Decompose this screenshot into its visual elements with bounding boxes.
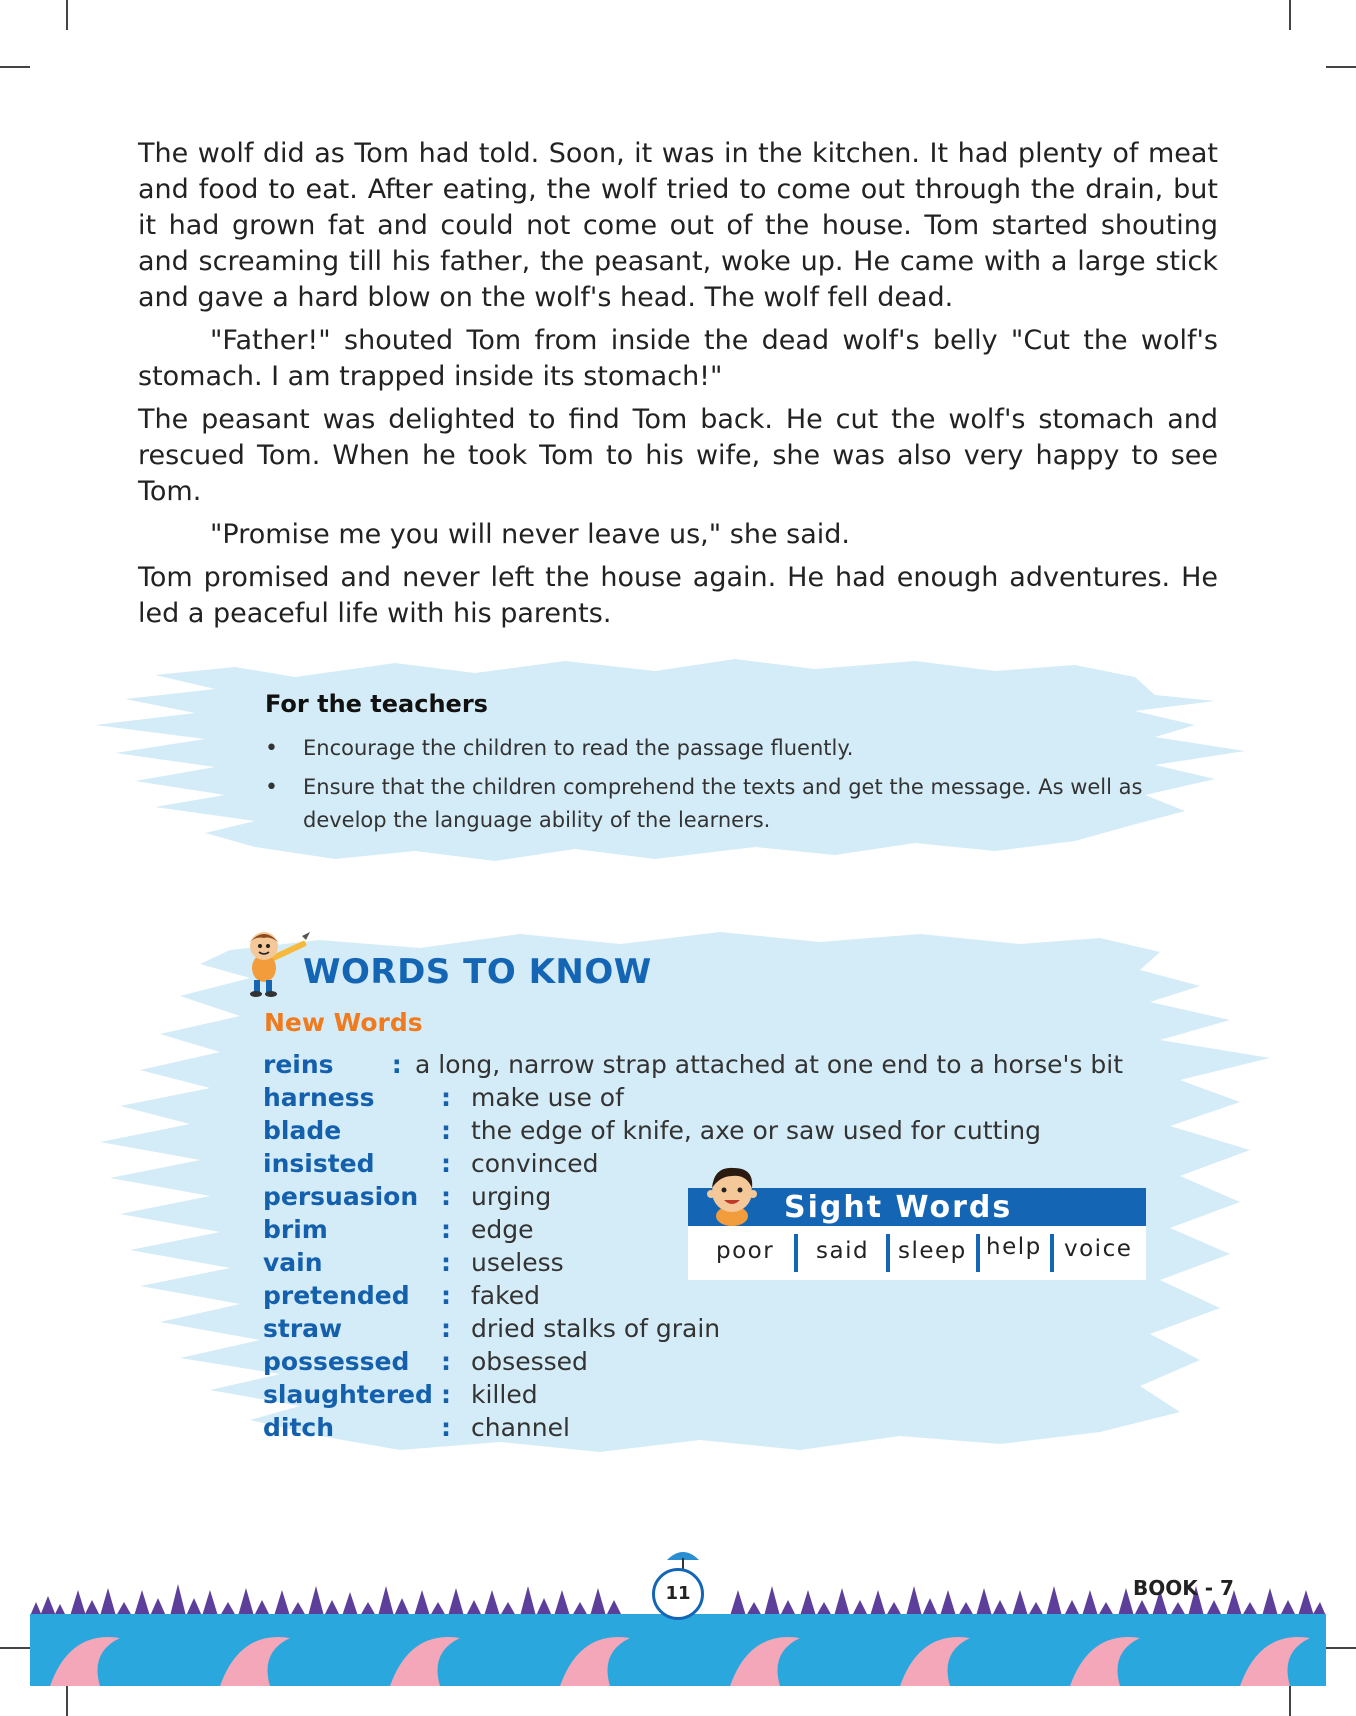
vocab-colon: : — [441, 1149, 451, 1178]
vocab-term: persuasion — [263, 1182, 419, 1211]
sight-word-separator — [1050, 1234, 1054, 1272]
story-paragraph: "Promise me you will never leave us," she said. — [210, 519, 850, 550]
teachers-note — [265, 690, 1145, 843]
teachers-item-text: Encourage the children to read the passage fluently. — [303, 736, 854, 760]
vocab-colon: : — [441, 1116, 451, 1145]
vocab-term: reins — [263, 1050, 334, 1079]
list-item — [265, 732, 1145, 765]
vocab-colon: : — [391, 1050, 402, 1079]
teachers-title: For the teachers — [265, 690, 488, 718]
new-words-subtitle: New Words — [264, 1008, 423, 1037]
sight-words-title: Sight Words — [784, 1190, 1013, 1225]
sight-word: poor — [716, 1238, 775, 1264]
crop-mark — [1326, 1647, 1356, 1649]
vocab-colon: : — [441, 1215, 451, 1244]
vocab-term: insisted — [263, 1149, 375, 1178]
vocab-definition: obsessed — [471, 1347, 588, 1376]
cartoon-boy-icon — [702, 1162, 764, 1226]
list-item — [265, 771, 1145, 837]
vocab-definition: urging — [471, 1182, 552, 1211]
vocab-colon: : — [441, 1083, 451, 1112]
crop-mark — [66, 0, 68, 30]
vocab-term: slaughtered — [263, 1380, 433, 1409]
vocab-colon: : — [441, 1347, 451, 1376]
vocab-definition: killed — [471, 1380, 538, 1409]
sight-word: said — [816, 1238, 870, 1264]
bullet-icon: • — [265, 775, 278, 800]
words-to-know-title: WORDS TO KNOW — [303, 952, 652, 992]
vocab-colon: : — [441, 1314, 451, 1343]
vocab-term: straw — [263, 1314, 343, 1343]
vocab-definition: edge — [471, 1215, 534, 1244]
story-paragraph: Tom promised and never left the house again. He had enough adventures. He led a peaceful life with his parents. — [138, 562, 1218, 629]
vocab-definition: dried stalks of grain — [471, 1314, 721, 1343]
vocab-definition: useless — [471, 1248, 564, 1277]
vocab-definition: convinced — [471, 1149, 599, 1178]
vocab-definition: faked — [471, 1281, 540, 1310]
vocab-definition: a long, narrow strap attached at one end to a horse's bit — [415, 1050, 1123, 1079]
crop-mark — [66, 1686, 68, 1716]
crop-mark — [1326, 66, 1356, 68]
list-item — [263, 1081, 1123, 1114]
vocab-definition: make use of — [471, 1083, 624, 1112]
sight-word: sleep — [898, 1238, 967, 1264]
sight-word: voice — [1064, 1236, 1133, 1262]
vocab-term: pretended — [263, 1281, 410, 1310]
book-label: BOOK - 7 — [1133, 1576, 1234, 1600]
list-item — [263, 1048, 1123, 1081]
vocab-term: ditch — [263, 1413, 335, 1442]
vocab-definition: channel — [471, 1413, 570, 1442]
crop-mark — [0, 1647, 30, 1649]
vocab-term: blade — [263, 1116, 342, 1145]
list-item — [263, 1312, 1123, 1345]
boy-with-pencil-icon — [240, 928, 312, 998]
list-item — [263, 1378, 1123, 1411]
vocab-term: vain — [263, 1248, 323, 1277]
story-paragraph: The wolf did as Tom had told. Soon, it was in the kitchen. It had plenty of meat and food to eat. After eating, the wolf tried to come out through the drain, but it had grown fat and could not come out of the house. Tom started shouting and screaming till his father, the peasant, woke up. He came with a large stick and gave a hard blow on the wolf's head. The wolf fell dead. — [138, 138, 1218, 313]
vocab-colon: : — [441, 1248, 451, 1277]
water-band — [30, 1614, 1326, 1686]
vocab-definition: the edge of knife, axe or saw used for cutting — [471, 1116, 1041, 1145]
vocab-colon: : — [441, 1413, 451, 1442]
list-item — [263, 1114, 1123, 1147]
sight-word: help — [986, 1234, 1042, 1260]
vocab-term: possessed — [263, 1347, 410, 1376]
list-item — [263, 1147, 1123, 1180]
page-number: 11 — [652, 1568, 704, 1620]
sight-word-separator — [886, 1234, 890, 1272]
vocab-colon: : — [441, 1281, 451, 1310]
list-item — [263, 1411, 1123, 1444]
bullet-icon: • — [265, 736, 278, 761]
crop-mark — [1289, 1686, 1291, 1716]
vocab-colon: : — [441, 1380, 451, 1409]
teachers-list — [265, 732, 1145, 837]
crop-mark — [0, 66, 30, 68]
story-paragraph: The peasant was delighted to find Tom back. He cut the wolf's stomach and rescued Tom. When he took Tom to his wife, she was also very happy to see Tom. — [138, 404, 1218, 507]
vocab-term: harness — [263, 1083, 375, 1112]
sight-word-separator — [976, 1234, 980, 1272]
vocab-colon: : — [441, 1182, 451, 1211]
list-item — [263, 1345, 1123, 1378]
sight-word-separator — [794, 1234, 798, 1272]
story-text — [138, 136, 1218, 639]
story-paragraph: "Father!" shouted Tom from inside the dead wolf's belly "Cut the wolf's stomach. I am trapped inside its stomach!" — [138, 325, 1218, 392]
sight-words-list — [688, 1226, 1146, 1280]
vocab-term: brim — [263, 1215, 328, 1244]
crop-mark — [1289, 0, 1291, 30]
teachers-item-text: Ensure that the children comprehend the texts and get the message. As well as develop the language ability of the learners. — [303, 775, 1143, 832]
